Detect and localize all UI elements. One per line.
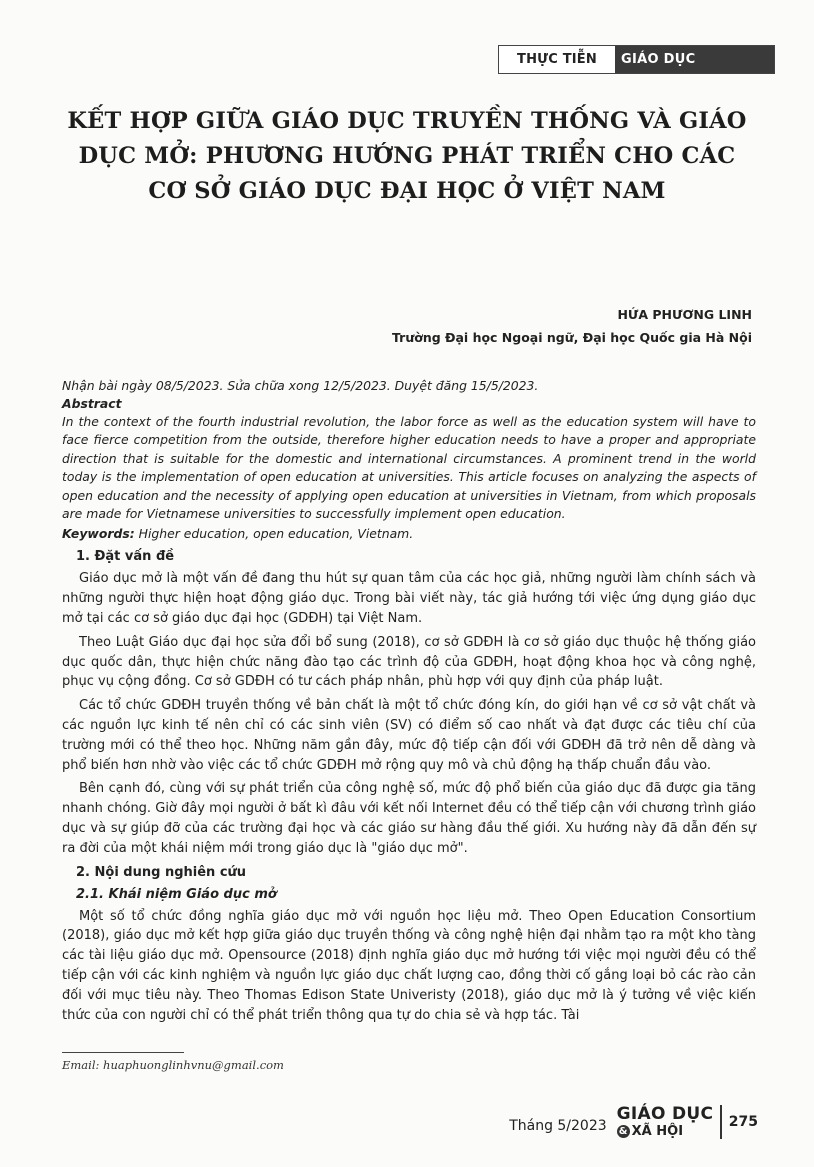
- section-1-heading: 1. Đặt vấn đề: [76, 549, 175, 565]
- section-1-paragraph: Bên cạnh đó, cùng với sự phát triển của công nghệ số, mức độ phổ biến của giáo dục đã được gia tăng nhanh chóng. Giờ đây mọi người ở bất kì đâu với kết nối Internet đều có thể tiếp cận với chương trình giáo dục và sự giúp đỡ của các trường đại học và các giáo sư hàng đầu thế giới. Xu hướng này đã dẫn đến sự ra đời của một khái niệm mới trong giáo dục là "giáo dục mở".: [62, 781, 756, 856]
- section-2-heading: 2. Nội dung nghiên cứu: [76, 864, 247, 880]
- section-label: THỰC TIỄN: [499, 46, 615, 73]
- received-dates: Nhận bài ngày 08/5/2023. Sửa chữa xong 12/5/2023. Duyệt đăng 15/5/2023.: [62, 378, 539, 393]
- section-1-paragraph: Theo Luật Giáo dục đại học sửa đổi bổ sung (2018), cơ sở GDĐH là cơ sở giáo dục thuộc hệ thống giáo dục quốc dân, thực hiện chức năng đào tạo các trình độ của GDĐH, hoạt động khoa học và công nghệ, phục vụ cộng đồng. Cơ sở GDĐH có tư cách pháp nhân, phù hợp với quy định của pháp luật.: [62, 634, 756, 690]
- article-body: [62, 377, 756, 1025]
- journal-logo: [617, 1106, 714, 1138]
- page-footer: [509, 1105, 758, 1139]
- journal-logo-bottom-row: [617, 1125, 683, 1138]
- section-header: [498, 45, 775, 74]
- author-name: HỨA PHƯƠNG LINH: [617, 307, 752, 322]
- section-2-paragraph: Một số tổ chức đồng nghĩa giáo dục mở với nguồn học liệu mở. Theo Open Education Consortium (2018), giáo dục mở kết hợp giữa giáo dục truyền thống và công nghệ hiện đại nhằm tạo ra một kho tàng các tài liệu giáo dục mở. Opensource (2018) định nghĩa giáo dục mở hướng tới việc mọi người đều có thể tiếp cận với các kinh nghiệm và nguồn lực giáo dục chất lượng cao, đồng thời cố gắng loại bỏ các rào cản đối với mục tiêu này. Theo Thomas Edison State Univeristy (2018), giáo dục mở là ý tưởng về việc kiến thức của con người chỉ có thể phát triển thông qua tự do chia sẻ và hợp tác. Tài: [62, 908, 756, 1023]
- keywords-line: [62, 525, 756, 543]
- section-1-paragraph: Các tổ chức GDĐH truyền thống về bản chất là một tổ chức đóng kín, do giới hạn về cơ sở vật chất và các nguồn lực kinh tế nên chỉ có các sinh viên (SV) có điểm số cao nhất và đạt được các tiêu chí của trường mới có thể theo học. Những năm gần đây, mức độ tiếp cận đối với GDĐH đã trở nên dễ dàng và phổ biến hơn nhờ vào việc các tổ chức GDĐH mở rộng quy mô và chủ động hạ thấp chuẩn đầu vào.: [62, 698, 756, 773]
- article-title: KẾT HỢP GIỮA GIÁO DỤC TRUYỀN THỐNG VÀ GIÁO DỤC MỞ: PHƯƠNG HƯỚNG PHÁT TRIỂN CHO CÁC CƠ SỞ GIÁO DỤC ĐẠI HỌC Ở VIỆT NAM: [67, 108, 747, 204]
- issue-date: Tháng 5/2023: [509, 1118, 607, 1134]
- abstract-heading: Abstract: [62, 396, 122, 411]
- author-block: [392, 305, 752, 347]
- footnote-divider: [62, 1052, 184, 1053]
- keywords-text: Higher education, open education, Vietnam.: [134, 526, 414, 542]
- footer-divider: [720, 1105, 722, 1139]
- author-affiliation: Trường Đại học Ngoại ngữ, Đại học Quốc gia Hà Nội: [392, 330, 752, 345]
- abstract-text: In the context of the fourth industrial revolution, the labor force as well as the education system will have to face fierce competition from the outside, therefore higher education needs to have a proper and appropriate direction that is suitable for the domestic and international circumstances. A prominent trend in the world today is the implementation of open education at universities. This article focuses on analyzing the aspects of open education and the necessity of applying open education at universities in Vietnam, from which proposals are made for Vietnamese universities to successfully implement open education.: [62, 414, 756, 522]
- page-number: 275: [728, 1114, 758, 1130]
- journal-logo-bottom: XÃ HỘI: [631, 1124, 684, 1139]
- category-label: GIÁO DỤC: [615, 46, 774, 73]
- journal-logo-top: GIÁO DỤC: [616, 1104, 714, 1124]
- keywords-label: Keywords:: [62, 526, 135, 542]
- ampersand-icon: &: [617, 1125, 630, 1138]
- author-email-footnote: Email: huaphuonglinhvnu@gmail.com: [62, 1058, 284, 1072]
- section-2-1-heading: 2.1. Khái niệm Giáo dục mở: [76, 886, 277, 902]
- section-1-paragraph: Giáo dục mở là một vấn đề đang thu hút sự quan tâm của các học giả, những người làm chính sách và những người thực hiện hoạt động giáo dục. Trong bài viết này, tác giả hướng tới việc ứng dụng giáo dục mở tại các cơ sở giáo dục đại học (GDĐH) tại Việt Nam.: [62, 571, 756, 627]
